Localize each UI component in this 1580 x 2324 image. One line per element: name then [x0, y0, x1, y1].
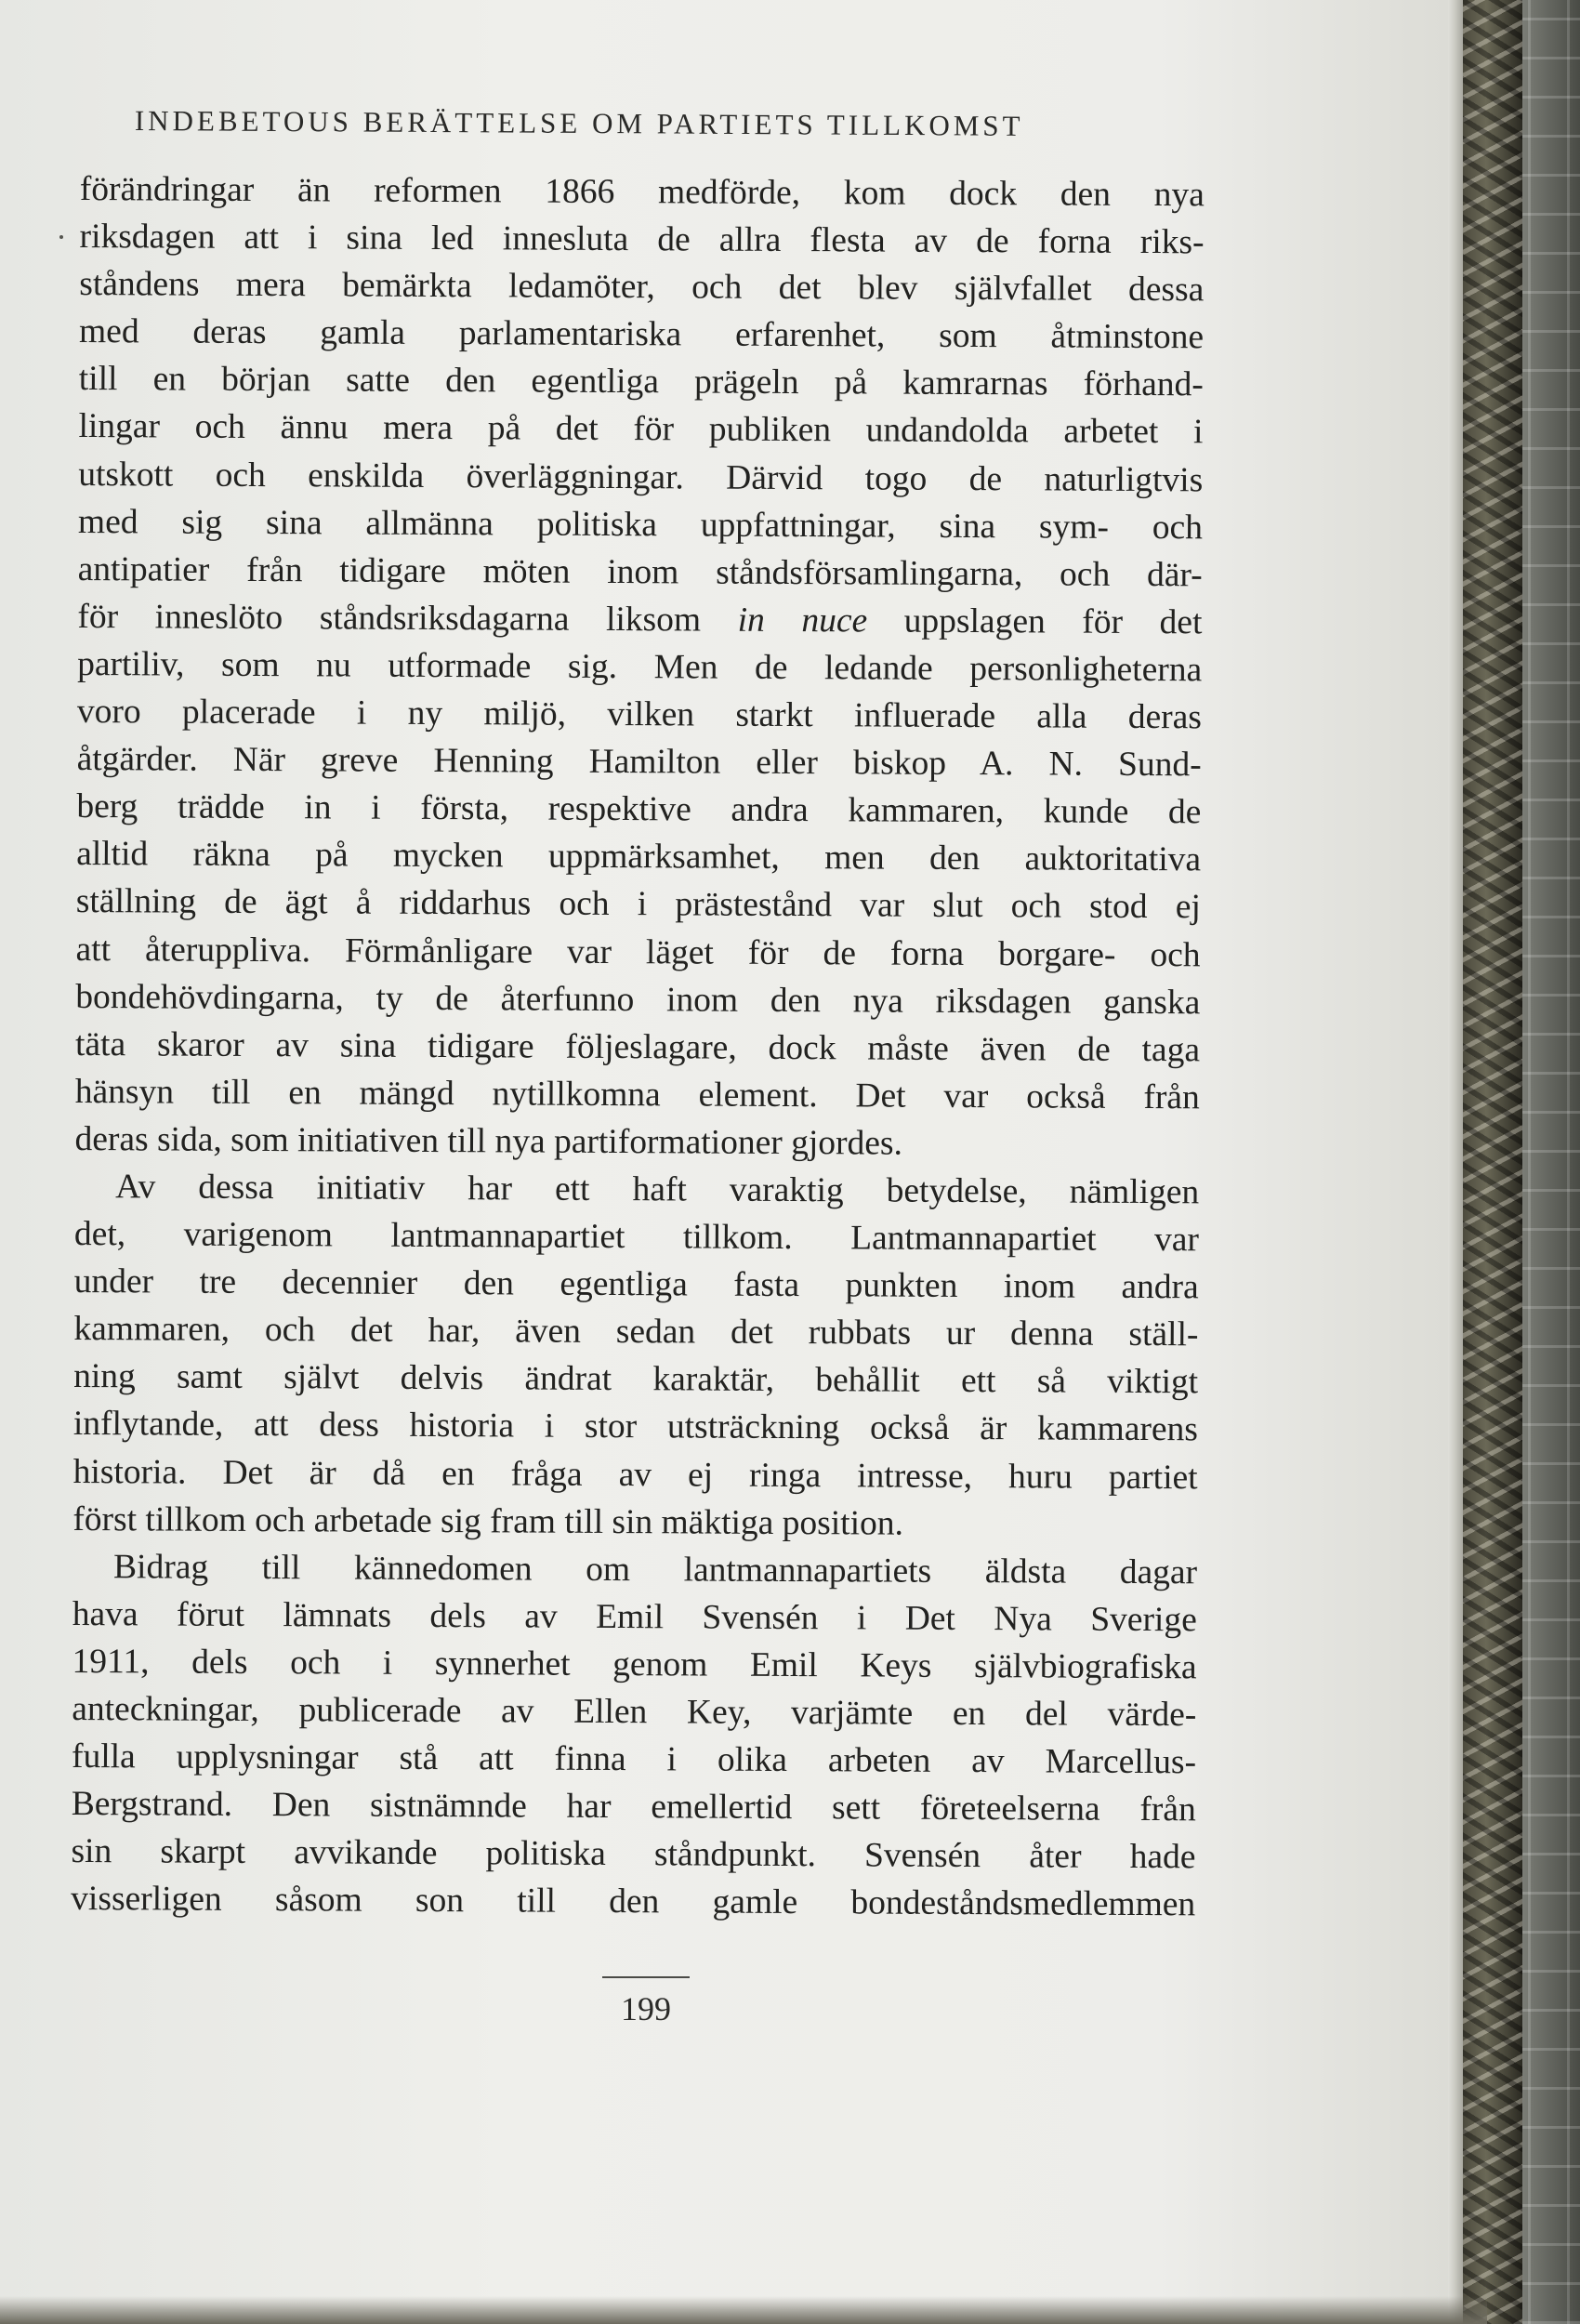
- text-line: täta skaror av sina tidigare följeslagare, dock måste även de taga: [74, 1024, 1201, 1070]
- text-line: inflytande, att dess historia i stor utsträckning också är kammarens: [72, 1405, 1199, 1449]
- text-line: 1911, dels och i synnerhet genom Emil Keys självbiografiska: [72, 1642, 1197, 1687]
- body-text: [71, 165, 1205, 1929]
- text-line: [77, 593, 1202, 646]
- text-line: berg trädde in i första, respektive andra kammaren, kunde de: [76, 787, 1202, 832]
- text-segment: för inneslöto ståndsriksdagarna liksom: [77, 597, 738, 640]
- italic-phrase: in nuce: [737, 601, 868, 640]
- footer-rule: [602, 1976, 690, 1978]
- text-line: partiliv, som nu utformade sig. Men de ledande personligheterna: [77, 644, 1203, 690]
- text-line: hänsyn till en mängd nytillkomna element. Det var också från: [74, 1072, 1200, 1117]
- bottom-shadow: [0, 2296, 1487, 2324]
- text-segment: uppslagen för det: [867, 601, 1203, 642]
- text-line: till en början satte den egentliga prägeln på kamrarnas förhand-: [78, 360, 1204, 404]
- page-number: 199: [621, 1990, 671, 2027]
- text-line: ställning de ägt å riddarhus och i prästestånd var slut och stod ej: [75, 882, 1201, 927]
- text-line: anteckningar, publicerade av Ellen Key, varjämte en del värde-: [72, 1689, 1197, 1735]
- text-line: visserligen såsom son till den gamle bondeståndsmedlemmen: [71, 1880, 1196, 1924]
- text-line: Bergstrand. Den sistnämnde har emellertid sett företeelserna från: [71, 1785, 1196, 1829]
- text-line: förändringar än reformen 1866 medförde, kom dock den nya: [79, 169, 1205, 215]
- text-line: under tre decennier den egentliga fasta punkten inom andra: [73, 1262, 1199, 1307]
- running-head: INDEBETOUS BERÄTTELSE OM PARTIETS TILLKOMST: [134, 104, 1024, 142]
- text-line: voro placerade i ny miljö, vilken starkt influerade alla deras: [76, 693, 1203, 737]
- text-line: historia. Det är då en fråga av ej ringa intresse, huru partiet: [72, 1452, 1198, 1497]
- page-edge: [1446, 0, 1463, 2324]
- text-line: ståndens mera bemärkta ledamöter, och det blev självfallet dessa: [79, 265, 1205, 310]
- text-line: med deras gamla parlamentariska erfarenhet, som åtminstone: [78, 312, 1205, 357]
- text-line: antipatier från tidigare möten inom ståndsförsamlingarna, och där-: [77, 549, 1203, 595]
- paragraph-first-line: Av dessa initiativ har ett haft varaktig betydelse, nämligen: [115, 1168, 1200, 1212]
- paragraph-last-line: deras sida, som initiativen till nya partiformationer gjordes.: [74, 1119, 903, 1163]
- text-line: att återuppliva. Förmånligare var läget för de forna borgare- och: [75, 930, 1201, 974]
- text-line: bondehövdingarna, ty de återfunno inom den nya riksdagen ganska: [75, 977, 1201, 1022]
- text-line: lingar och ännu mera på det för publiken undandolda arbetet i: [78, 407, 1204, 452]
- text-line: sin skarpt avvikande politiska ståndpunkt. Svensén åter hade: [71, 1832, 1196, 1877]
- text-line: utskott och enskilda överläggningar. Därvid togo de naturligtvis: [78, 455, 1204, 499]
- text-line: åtgärder. När greve Henning Hamilton eller biskop A. N. Sund-: [76, 740, 1202, 785]
- text-line: det, varigenom lantmannapartiet tillkom. Lantmannapartiet var: [73, 1215, 1200, 1260]
- text-line: riksdagen att i sina led innesluta de allra flesta av de forna riks-: [79, 218, 1205, 262]
- text-line: hava förut lämnats dels av Emil Svensén i Det Nya Sverige: [72, 1594, 1197, 1640]
- text-line: alltid räkna på mycken uppmärksamhet, men den auktoritativa: [76, 835, 1202, 879]
- text-line: ning samt självt delvis ändrat karaktär, behållit ett så viktigt: [73, 1357, 1199, 1402]
- text-line: fulla upplysningar stå att finna i olika arbeten av Marcellus-: [71, 1737, 1197, 1782]
- paragraph-first-line: Bidrag till kännedomen om lantmannapartiets äldsta dagar: [113, 1547, 1198, 1592]
- text-line: kammaren, och det har, även sedan det rubbats ur denna ställ-: [73, 1310, 1199, 1354]
- paragraph-last-line: först tillkom och arbetade sig fram till sin mäktiga position.: [72, 1499, 904, 1543]
- text-line: med sig sina allmänna politiska uppfattningar, sina sym- och: [77, 502, 1204, 547]
- stray-ink-dot: [59, 235, 63, 239]
